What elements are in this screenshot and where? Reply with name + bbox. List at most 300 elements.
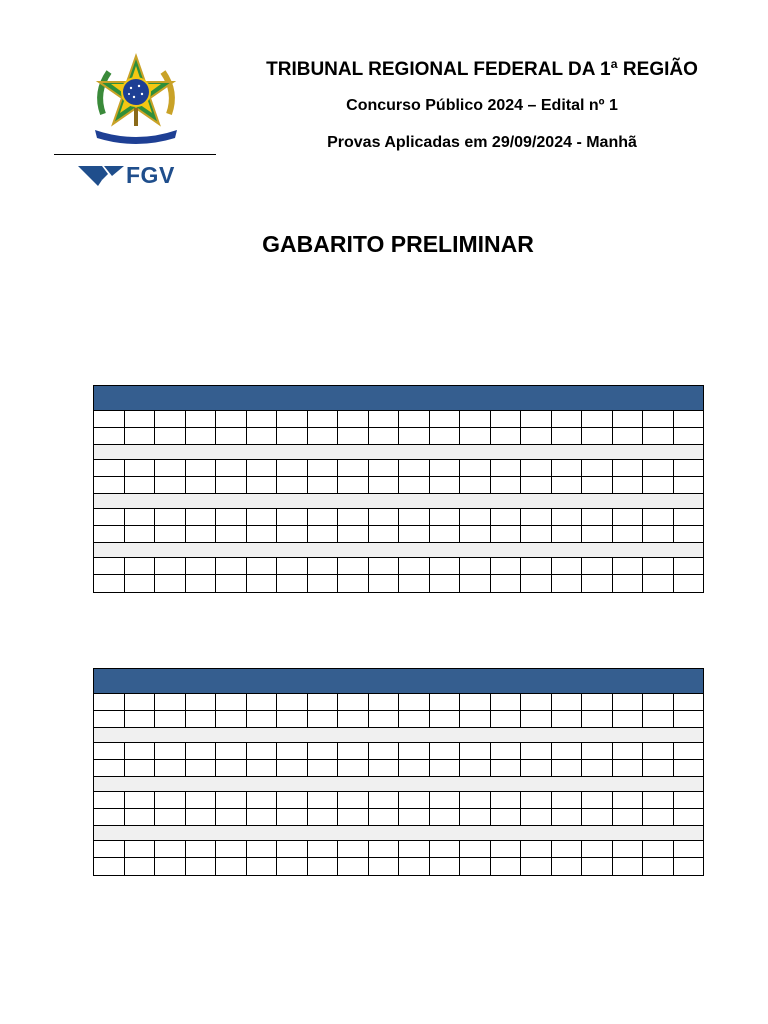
table-cell: [613, 428, 644, 444]
table-cell: [430, 711, 461, 727]
table-cell: [186, 743, 217, 759]
table-cell: [125, 809, 156, 825]
answer-table-2: [93, 668, 704, 876]
table-cell: [521, 841, 552, 857]
table-cell: [521, 760, 552, 776]
table-cell: [430, 477, 461, 493]
table-cell: [277, 509, 308, 525]
answer-row: [94, 760, 703, 777]
table-cell: [155, 858, 186, 875]
table-cell: [399, 558, 430, 574]
table-cell: [369, 858, 400, 875]
table-cell: [125, 792, 156, 808]
table-cell: [125, 858, 156, 875]
table-cell: [460, 858, 491, 875]
table-cell: [521, 509, 552, 525]
table-cell: [338, 575, 369, 592]
table-cell: [582, 558, 613, 574]
block-separator: [94, 494, 703, 509]
table-cell: [308, 428, 339, 444]
table-cell: [613, 477, 644, 493]
table-cell: [94, 760, 125, 776]
table-cell: [338, 428, 369, 444]
table-cell: [155, 711, 186, 727]
brazil-coat-of-arms-icon: [89, 52, 183, 144]
table-cell: [277, 460, 308, 476]
table-cell: [643, 743, 674, 759]
table-cell: [247, 509, 278, 525]
question-number-row: [94, 841, 703, 858]
exam-name: Concurso Público 2024 – Edital nº 1: [346, 97, 618, 114]
table-cell: [613, 575, 644, 592]
document-header: [232, 58, 732, 153]
table-cell: [369, 694, 400, 710]
table-cell: [247, 694, 278, 710]
table-cell: [216, 575, 247, 592]
table-cell: [247, 809, 278, 825]
table-cell: [430, 526, 461, 542]
table-cell: [247, 858, 278, 875]
table-cell: [216, 694, 247, 710]
table-cell: [460, 694, 491, 710]
table-cell: [308, 411, 339, 427]
table-cell: [613, 809, 644, 825]
table-cell: [491, 428, 522, 444]
table-cell: [460, 411, 491, 427]
table-cell: [521, 477, 552, 493]
table-cell: [125, 428, 156, 444]
table-cell: [430, 760, 461, 776]
table-cell: [521, 809, 552, 825]
table-cell: [308, 711, 339, 727]
table-cell: [430, 509, 461, 525]
table-cell: [552, 694, 583, 710]
table-cell: [643, 460, 674, 476]
table-cell: [338, 509, 369, 525]
table-cell: [430, 809, 461, 825]
table-cell: [491, 411, 522, 427]
table-cell: [582, 743, 613, 759]
table-cell: [308, 792, 339, 808]
table-cell: [94, 526, 125, 542]
application-date: Provas Aplicadas em 29/09/2024 - Manhã: [327, 134, 637, 151]
table-cell: [491, 694, 522, 710]
table-cell: [308, 694, 339, 710]
table-cell: [125, 460, 156, 476]
table-cell: [94, 509, 125, 525]
table-cell: [613, 526, 644, 542]
table-cell: [643, 411, 674, 427]
table-cell: [552, 411, 583, 427]
question-number-row: [94, 558, 703, 575]
table-cell: [247, 743, 278, 759]
table-cell: [582, 841, 613, 857]
table-cell: [521, 694, 552, 710]
table-cell: [308, 841, 339, 857]
table-cell: [643, 760, 674, 776]
table-cell: [552, 809, 583, 825]
table-header-bar: [94, 669, 703, 694]
table-cell: [338, 526, 369, 542]
table-cell: [643, 841, 674, 857]
table-cell: [308, 809, 339, 825]
table-cell: [216, 841, 247, 857]
table-cell: [155, 743, 186, 759]
table-cell: [277, 858, 308, 875]
table-cell: [552, 575, 583, 592]
table-cell: [613, 711, 644, 727]
table-cell: [521, 526, 552, 542]
table-cell: [643, 711, 674, 727]
table-cell: [643, 694, 674, 710]
table-cell: [491, 460, 522, 476]
answer-row: [94, 477, 703, 494]
table-cell: [552, 743, 583, 759]
block-separator: [94, 777, 703, 792]
block-separator: [94, 728, 703, 743]
table-cell: [491, 509, 522, 525]
table-cell: [277, 792, 308, 808]
table-cell: [338, 760, 369, 776]
table-cell: [338, 460, 369, 476]
table-cell: [674, 760, 704, 776]
table-cell: [460, 743, 491, 759]
table-cell: [155, 477, 186, 493]
table-cell: [186, 428, 217, 444]
table-cell: [674, 792, 704, 808]
table-cell: [247, 792, 278, 808]
table-cell: [277, 809, 308, 825]
table-cell: [94, 809, 125, 825]
table-cell: [125, 694, 156, 710]
table-cell: [399, 460, 430, 476]
table-cell: [308, 575, 339, 592]
table-cell: [674, 411, 704, 427]
table-cell: [277, 711, 308, 727]
table-cell: [338, 411, 369, 427]
table-cell: [155, 760, 186, 776]
table-cell: [552, 477, 583, 493]
table-cell: [247, 760, 278, 776]
table-cell: [399, 743, 430, 759]
table-cell: [369, 760, 400, 776]
table-cell: [460, 841, 491, 857]
question-number-row: [94, 460, 703, 477]
table-cell: [552, 858, 583, 875]
table-cell: [247, 526, 278, 542]
block-separator: [94, 543, 703, 558]
table-cell: [216, 743, 247, 759]
table-cell: [94, 460, 125, 476]
table-cell: [399, 411, 430, 427]
table-cell: [460, 477, 491, 493]
table-cell: [186, 575, 217, 592]
table-cell: [277, 841, 308, 857]
table-cell: [216, 428, 247, 444]
table-cell: [491, 526, 522, 542]
table-cell: [94, 428, 125, 444]
table-cell: [308, 509, 339, 525]
table-cell: [460, 558, 491, 574]
table-cell: [430, 841, 461, 857]
answer-row: [94, 526, 703, 543]
table-cell: [460, 711, 491, 727]
table-cell: [216, 558, 247, 574]
table-cell: [369, 809, 400, 825]
table-cell: [399, 428, 430, 444]
table-cell: [491, 760, 522, 776]
table-cell: [186, 477, 217, 493]
table-cell: [674, 428, 704, 444]
table-cell: [94, 858, 125, 875]
table-cell: [125, 743, 156, 759]
table-cell: [277, 477, 308, 493]
table-cell: [643, 575, 674, 592]
table-cell: [399, 526, 430, 542]
table-cell: [94, 575, 125, 592]
table-cell: [186, 526, 217, 542]
table-cell: [521, 558, 552, 574]
institution-name: TRIBUNAL REGIONAL FEDERAL DA 1ª REGIÃO: [266, 59, 698, 80]
table-cell: [552, 558, 583, 574]
table-cell: [186, 760, 217, 776]
table-cell: [521, 792, 552, 808]
table-cell: [674, 558, 704, 574]
page-title: GABARITO PRELIMINAR: [262, 231, 534, 257]
table-cell: [247, 428, 278, 444]
block-separator: [94, 445, 703, 460]
question-number-row: [94, 694, 703, 711]
table-cell: [674, 575, 704, 592]
table-cell: [247, 841, 278, 857]
table-cell: [582, 809, 613, 825]
table-cell: [521, 428, 552, 444]
table-cell: [674, 509, 704, 525]
table-cell: [247, 711, 278, 727]
table-cell: [155, 509, 186, 525]
table-cell: [613, 743, 644, 759]
table-cell: [552, 460, 583, 476]
table-cell: [613, 411, 644, 427]
table-cell: [94, 411, 125, 427]
table-cell: [94, 711, 125, 727]
fgv-mark-icon: [78, 164, 124, 186]
table-cell: [277, 526, 308, 542]
table-cell: [94, 792, 125, 808]
table-cell: [338, 858, 369, 875]
table-cell: [155, 428, 186, 444]
table-cell: [491, 841, 522, 857]
table-cell: [613, 460, 644, 476]
table-cell: [430, 858, 461, 875]
answer-row: [94, 428, 703, 445]
table-cell: [552, 428, 583, 444]
table-cell: [216, 509, 247, 525]
table-cell: [399, 711, 430, 727]
table-cell: [308, 760, 339, 776]
table-cell: [430, 428, 461, 444]
table-cell: [186, 809, 217, 825]
table-cell: [338, 711, 369, 727]
table-cell: [369, 792, 400, 808]
table-cell: [216, 858, 247, 875]
table-cell: [491, 558, 522, 574]
table-cell: [460, 428, 491, 444]
table-cell: [216, 809, 247, 825]
table-cell: [369, 711, 400, 727]
table-cell: [155, 809, 186, 825]
table-cell: [613, 509, 644, 525]
table-cell: [674, 711, 704, 727]
table-cell: [643, 509, 674, 525]
answer-row: [94, 858, 703, 875]
table-cell: [521, 575, 552, 592]
table-cell: [94, 477, 125, 493]
table-cell: [582, 411, 613, 427]
table-cell: [155, 841, 186, 857]
table-cell: [491, 792, 522, 808]
table-cell: [338, 477, 369, 493]
table-cell: [338, 558, 369, 574]
table-cell: [613, 558, 644, 574]
table-cell: [460, 792, 491, 808]
table-cell: [338, 809, 369, 825]
table-cell: [369, 411, 400, 427]
table-cell: [399, 694, 430, 710]
table-cell: [613, 694, 644, 710]
table-cell: [308, 477, 339, 493]
table-cell: [460, 509, 491, 525]
table-cell: [613, 858, 644, 875]
table-cell: [338, 792, 369, 808]
table-cell: [491, 711, 522, 727]
table-cell: [277, 743, 308, 759]
table-cell: [552, 711, 583, 727]
table-cell: [643, 428, 674, 444]
table-cell: [186, 792, 217, 808]
table-cell: [277, 411, 308, 427]
table-cell: [125, 526, 156, 542]
table-cell: [94, 743, 125, 759]
table-cell: [155, 694, 186, 710]
table-cell: [399, 509, 430, 525]
table-cell: [216, 411, 247, 427]
logo-block: [54, 52, 216, 192]
table-cell: [552, 526, 583, 542]
table-cell: [674, 526, 704, 542]
logo-divider: [54, 154, 216, 155]
table-cell: [674, 809, 704, 825]
table-cell: [369, 743, 400, 759]
table-cell: [582, 575, 613, 592]
table-cell: [186, 841, 217, 857]
table-cell: [399, 760, 430, 776]
table-cell: [308, 526, 339, 542]
table-cell: [399, 792, 430, 808]
table-cell: [125, 558, 156, 574]
table-cell: [216, 711, 247, 727]
table-cell: [338, 694, 369, 710]
table-cell: [674, 841, 704, 857]
table-cell: [430, 694, 461, 710]
table-cell: [369, 509, 400, 525]
table-cell: [277, 694, 308, 710]
fgv-logo: [78, 162, 196, 188]
table-cell: [643, 526, 674, 542]
table-cell: [430, 792, 461, 808]
table-cell: [247, 411, 278, 427]
table-cell: [369, 460, 400, 476]
table-cell: [613, 841, 644, 857]
table-cell: [308, 558, 339, 574]
table-cell: [491, 743, 522, 759]
table-cell: [338, 841, 369, 857]
table-cell: [216, 477, 247, 493]
table-cell: [399, 575, 430, 592]
table-cell: [186, 858, 217, 875]
table-cell: [125, 575, 156, 592]
table-cell: [582, 694, 613, 710]
table-cell: [521, 858, 552, 875]
table-cell: [430, 411, 461, 427]
table-cell: [155, 460, 186, 476]
table-cell: [552, 509, 583, 525]
table-cell: [155, 575, 186, 592]
table-cell: [582, 477, 613, 493]
table-cell: [216, 792, 247, 808]
table-cell: [94, 841, 125, 857]
table-cell: [216, 526, 247, 542]
table-cell: [155, 411, 186, 427]
table-cell: [186, 694, 217, 710]
table-cell: [521, 711, 552, 727]
table-cell: [582, 526, 613, 542]
table-cell: [338, 743, 369, 759]
table-cell: [277, 428, 308, 444]
table-cell: [186, 558, 217, 574]
table-cell: [582, 460, 613, 476]
table-cell: [216, 460, 247, 476]
answer-row: [94, 575, 703, 592]
table-cell: [399, 809, 430, 825]
table-cell: [277, 760, 308, 776]
table-cell: [369, 428, 400, 444]
table-cell: [643, 558, 674, 574]
answer-row: [94, 809, 703, 826]
table-cell: [186, 460, 217, 476]
table-cell: [613, 792, 644, 808]
table-cell: [643, 792, 674, 808]
table-cell: [369, 575, 400, 592]
table-cell: [521, 460, 552, 476]
table-cell: [460, 460, 491, 476]
question-number-row: [94, 792, 703, 809]
table-cell: [582, 509, 613, 525]
table-cell: [491, 809, 522, 825]
table-cell: [552, 841, 583, 857]
fgv-logo-text: FGV: [126, 162, 175, 188]
answer-table-1: [93, 385, 704, 593]
table-cell: [674, 694, 704, 710]
table-cell: [491, 477, 522, 493]
table-cell: [369, 526, 400, 542]
table-cell: [399, 858, 430, 875]
table-cell: [582, 428, 613, 444]
table-cell: [643, 477, 674, 493]
table-cell: [277, 575, 308, 592]
table-cell: [94, 558, 125, 574]
table-cell: [155, 526, 186, 542]
